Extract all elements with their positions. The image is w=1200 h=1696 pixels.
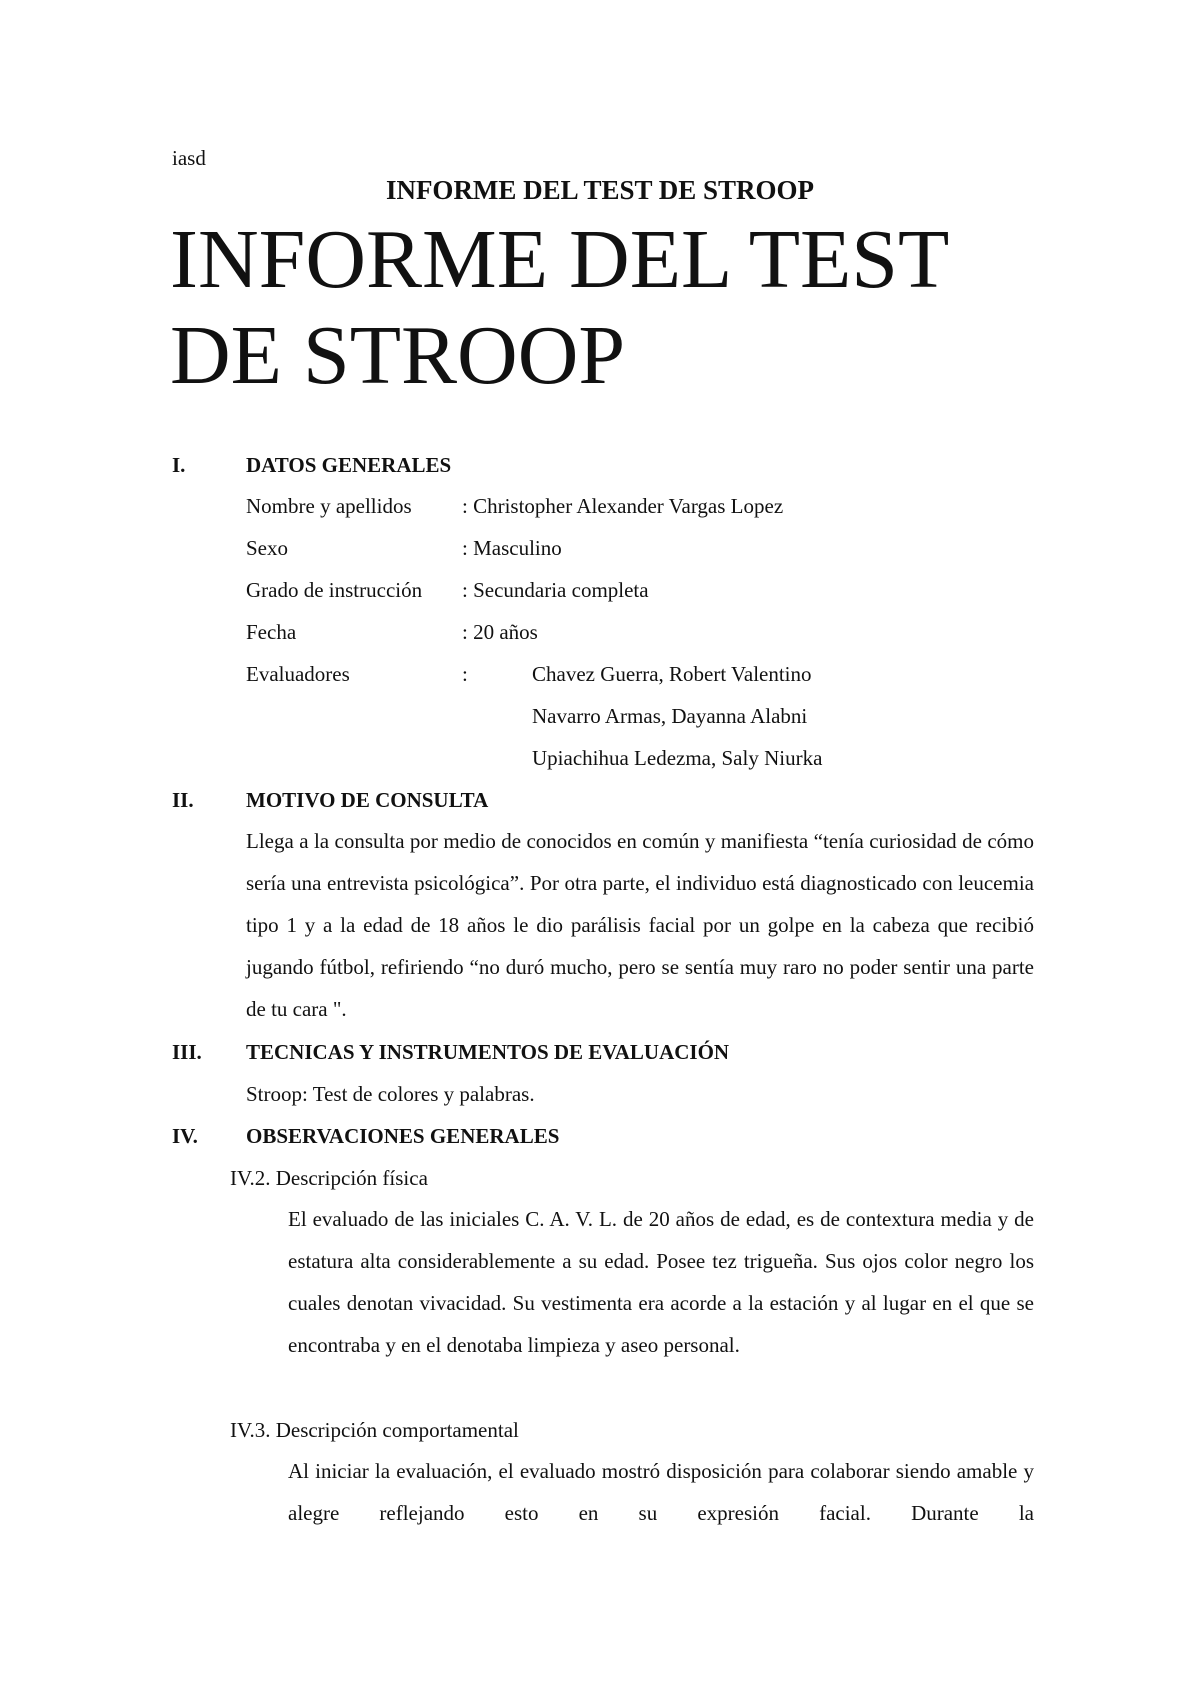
field-value-nombre: : Christopher Alexander Vargas Lopez	[462, 494, 784, 518]
section-heading-datos	[172, 453, 451, 478]
section-number: I.	[172, 453, 186, 477]
section-title: MOTIVO DE CONSULTA	[246, 788, 489, 812]
evaluator-name: Upiachihua Ledezma, Saly Niurka	[532, 746, 823, 770]
subheading-descripcion-comportamental: IV.3. Descripción comportamental	[230, 1418, 519, 1442]
field-value-fecha: : 20 años	[462, 620, 538, 644]
field-colon-evaluadores: :	[462, 662, 468, 686]
header-note: iasd	[172, 146, 206, 170]
section-number: III.	[172, 1040, 202, 1064]
field-label-grado: Grado de instrucción	[246, 578, 423, 602]
field-label-sexo: Sexo	[246, 536, 288, 560]
section-number: II.	[172, 788, 194, 812]
field-value-sexo: : Masculino	[462, 536, 562, 560]
section-title: OBSERVACIONES GENERALES	[246, 1124, 560, 1148]
field-value-grado: : Secundaria completa	[462, 578, 649, 602]
field-label-nombre: Nombre y apellidos	[246, 494, 412, 518]
section-number: IV.	[172, 1124, 198, 1148]
fisica-paragraph: El evaluado de las iniciales C. A. V. L. de 20 años de edad, es de contextura media y de estatura alta considerablemente a su edad. Posee tez trigueña. Sus ojos color negro los cuales denotan vivacidad. Su vestimenta era acorde a la estación y al lugar en el que se encontraba y en el denotaba limpieza y aseo personal.	[288, 1207, 1034, 1357]
field-label-fecha: Fecha	[246, 620, 297, 644]
field-label-evaluadores: Evaluadores	[246, 662, 350, 686]
tecnicas-text: Stroop: Test de colores y palabras.	[246, 1082, 535, 1106]
subheading-descripcion-fisica: IV.2. Descripción física	[230, 1166, 428, 1190]
section-heading-observaciones	[172, 1124, 559, 1149]
section-heading-tecnicas	[172, 1040, 729, 1065]
comportamental-paragraph: Al iniciar la evaluación, el evaluado mostró disposición para colaborar siendo amable y alegre reflejando esto en su expresión facial. Durante la	[288, 1459, 1034, 1525]
section-title: TECNICAS Y INSTRUMENTOS DE EVALUACIÓN	[246, 1040, 730, 1064]
motivo-paragraph: Llega a la consulta por medio de conocidos en común y manifiesta “tenía curiosidad de cómo sería una entrevista psicológica”. Por otra parte, el individuo está diagnosticado con leucemia tipo 1 y a la edad de 18 años le dio parálisis facial por un golpe en la cabeza que recibió jugando fútbol, refiriendo “no duró mucho, pero se sentía muy raro no poder sentir una parte de tu cara ".	[246, 829, 1034, 1021]
evaluator-name: Chavez Guerra, Robert Valentino	[532, 662, 812, 686]
document-title-small: INFORME DEL TEST DE STROOP	[385, 175, 815, 205]
section-heading-motivo	[172, 788, 488, 813]
section-title: DATOS GENERALES	[246, 453, 452, 477]
evaluator-name: Navarro Armas, Dayanna Alabni	[532, 704, 808, 728]
document-title-large: INFORME DEL TEST DE STROOP	[170, 213, 948, 402]
